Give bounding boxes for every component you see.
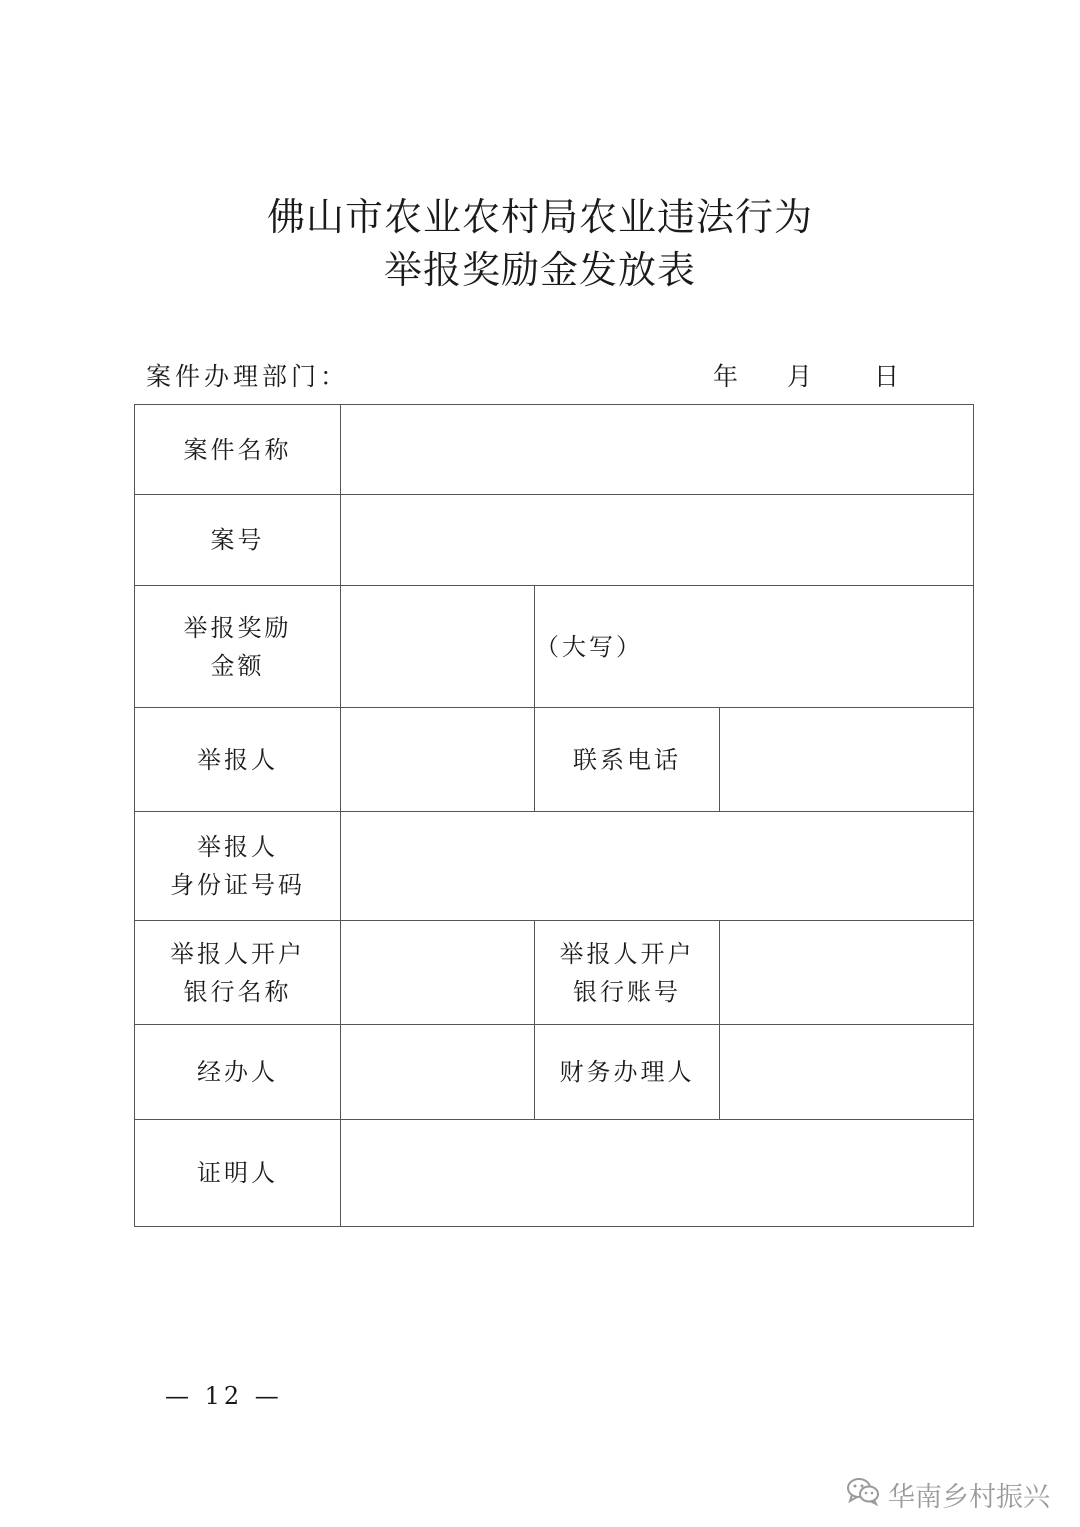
phone-label: 联系电话 — [535, 708, 720, 812]
document-title-line2: 举报奖励金发放表 — [383, 248, 696, 292]
witness-label: 证明人 — [135, 1120, 341, 1227]
table-row — [135, 1025, 974, 1120]
table-row — [135, 812, 974, 921]
case-number-field[interactable] — [341, 495, 974, 586]
bank-name-label-line2: 银行名称 — [183, 977, 292, 1006]
reward-amount-label-line2: 金额 — [210, 651, 265, 680]
document-title-line1: 佛山市农业农村局农业违法行为 — [266, 195, 813, 239]
wechat-icon — [846, 1476, 880, 1513]
id-number-field[interactable] — [341, 812, 974, 921]
finance-handler-field[interactable] — [720, 1025, 974, 1120]
handler-label: 经办人 — [135, 1025, 341, 1120]
reward-form-table — [134, 404, 974, 1227]
table-row — [135, 495, 974, 586]
reward-amount-label — [135, 586, 341, 708]
handler-field[interactable] — [341, 1025, 535, 1120]
witness-field[interactable] — [341, 1120, 974, 1227]
table-row — [135, 921, 974, 1025]
month-label: 月 — [787, 362, 813, 391]
case-name-field[interactable] — [341, 405, 974, 495]
bank-account-label — [535, 921, 720, 1025]
department-label: 案件办理部门： — [146, 362, 350, 391]
reporter-label: 举报人 — [135, 708, 341, 812]
year-label: 年 — [713, 362, 739, 391]
day-label: 日 — [874, 362, 900, 391]
bank-account-label-line2: 银行账号 — [573, 977, 681, 1006]
reward-amount-field[interactable] — [341, 586, 535, 708]
reward-amount-capital-field[interactable] — [535, 586, 974, 708]
bank-name-label — [135, 921, 341, 1025]
case-name-label: 案件名称 — [135, 405, 341, 495]
watermark-text: 华南乡村振兴 — [888, 1481, 1050, 1513]
table-row — [135, 586, 974, 708]
bank-account-field[interactable] — [720, 921, 974, 1025]
page-number: — 12 — — [165, 1382, 283, 1410]
capital-note: （大写） — [535, 632, 643, 661]
reporter-field[interactable] — [341, 708, 535, 812]
reward-amount-label-line1: 举报奖励 — [183, 613, 292, 642]
id-number-label — [135, 812, 341, 921]
table-row — [135, 405, 974, 495]
phone-field[interactable] — [720, 708, 974, 812]
id-number-label-line2: 身份证号码 — [170, 871, 305, 899]
finance-handler-label: 财务办理人 — [535, 1025, 720, 1120]
case-number-label: 案号 — [135, 495, 341, 586]
table-row — [135, 1120, 974, 1227]
bank-account-label-line1: 举报人开户 — [559, 939, 695, 968]
bank-name-field[interactable] — [341, 921, 535, 1025]
table-row — [135, 708, 974, 812]
bank-name-label-line1: 举报人开户 — [170, 939, 305, 968]
watermark — [846, 1474, 1050, 1514]
id-number-label-line1: 举报人 — [197, 833, 278, 861]
